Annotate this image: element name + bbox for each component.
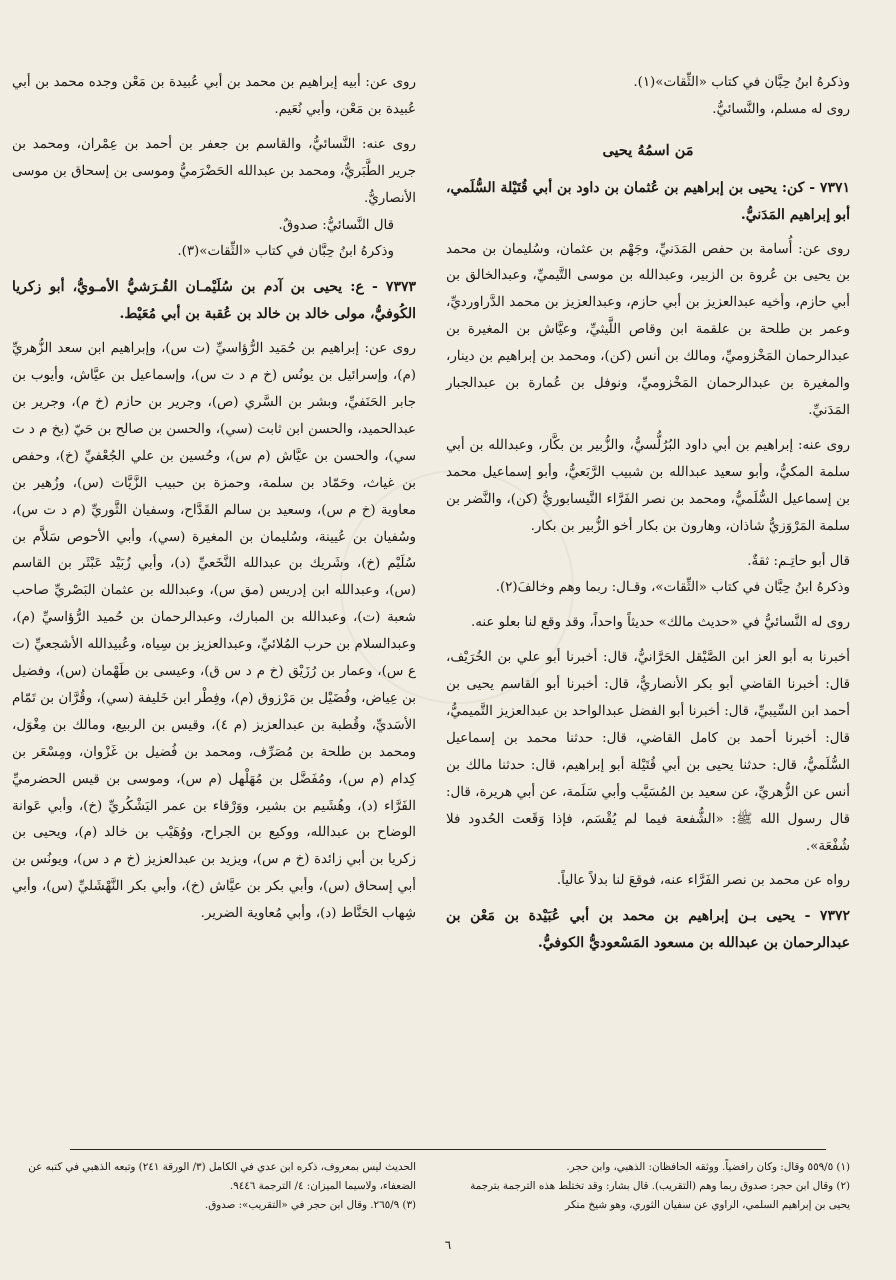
paragraph-rawa-an-7373: روى عن: إبراهيم بن حُمَيد الرُّؤاسيِّ (ت س)، وإبراهيم ابن سعد الزُّهريِّ (م)، وإسرائيل بن يونُس (خ م د ت س)، وإسماعيل بن عيَّاش، وأيوب بن جابر الحَنَفيِّ، وبشر بن السَّري (ص)، وجرير بن حازم (خ م)، وجرير بن عبدالحميد، والحسن ابن ثابت (سي)، والحسن بن صالح بن حَيّ (بخ م د ت سي)، والحسن بن عيَّاش (م س)، وحُسين بن علي الجُعْفيِّ (خ)، وحفص بن غياث، وحَمّاد بن سلمة، وحمزة بن حبيب الزَّيَّات (س)، وزُهير بن معاوية (خ م س)، وسعيد بن سالم القَدَّاح، وسفيان الثَّوريِّ (م د ت س)، وسُفيان بن عُيينة، وسُليمان بن المغيرة (سي)، وأبي الأحوص سَلاَّم بن سُلَيْم (خ)، وشَريك بن عبدالله النَّخَعيِّ (د)، وأبي زُبَيْد عَبْثَر بن القاسم (س)، وعبدالله ابن إدريس (مق س)، وعبدالله بن عثمان البَصْريِّ صاحب شعبة (ت)، وعبدالله بن المبارك، وعبدالرحمان بن حُميد الرُّؤاسيِّ (م)، وعبدالسلام بن حرب المُلائيِّ، وعبدالعزيز بن سِياه، وعُبيدالله الأشجعيِّ (ت ع س)، وعمار بن رُزَيْق (خ م د س ق)، وعيسى بن طَهْمان (س)، وفضيل بن عِياض، وفُضَيْل بن مَرْزوق (م)، وفِطْر ابن خَليفة (سي)، وقُرَّان بن تَمّام الأسَديِّ، وقُطبة بن عبدالعزيز (م ٤)، وقيس بن الربيع، ومالك بن مِغْوَل، ومحمد بن طلحة بن مُصَرِّف، ومحمد بن فُضيل بن غَزْوان، ومِسْعَر بن كِدام (م س)، ومُفَضَّل بن مُهَلْهل (م س)، وموسى بن قيس الحضرميِّ الفَرَّاء (د)، وهُشَيم بن بشير، ووَرْقاء بن عمر اليَشْكُريِّ (خ)، وأبي عَوانة الوضاح بن عبدالله، ووكيع بن الجراح، ووُهَيْب بن خالد (م)، ويحيى بن زكريا بن أبي زائدة (خ م س)، ويزيد بن عبدالعزيز (خ م د س)، ويونُس بن أبي إسحاق (س)، وأبي بكر بن عيَّاش (خ)، وأبي بكر النَّهْشَليِّ (س)، وأبي شِهاب الحَنَّاط (د)، وأبي مُعاوية الضرير.: [12, 341, 416, 922]
text-line: وذكرهُ ابنُ حِبَّان في كتاب «الثِّقات»(١).: [633, 75, 850, 90]
paragraph-isnad: أخبرنا به أبو العز ابن الصَّيْقل الحَرَّانيُّ، قال: أخبرنا أبو علي بن الخُرَيْف، قال: أخبرنا القاضي أبو بكر الأنصاريُّ، قال: أخبرنا أبو القاسم يحيى بن أحمد ابن السِّيبيِّ، قال: أخبرنا أبو الفضل عبدالواحد بن عبدالعزيز التَّميميُّ، قال: أخبرنا أحمد بن كامل القاضي، قال: حدثنا محمد بن إسماعيل السُّلَميُّ، قال: حدثنا يحيى بن أبي قُتَيْلة أبو إبراهيم، قال: حدثنا مالك بن أنس عن الزُّهريِّ، عن سعيد بن المُسَيَّب وأبي سَلَمة، عن أبي هريرة، قال: قال رسول الله ﷺ: «الشُّفعة فيما لم يُقْسَم، فإذا وَقَعت الحُدود فلا شُفْعَة».: [446, 650, 850, 854]
paragraph-rawa-an: روى عن: أُسامة بن حفص المَدَنيِّ، وجَهْم بن عثمان، وسُليمان بن محمد بن يحيى بن عُروة بن الزبير، وعبدالله بن موسى التَّيميِّ، وعبدالخالق بن أبي حازم، وأخيه عبدالعزيز بن أبي حازم، وعبدالعزيز بن محمد الدَّراورديِّ، وعمر بن طلحة بن علقمة ابن وقاص اللَّيثيِّ، وعيَّاش بن المغيرة بن عبدالرحمان المَخْزوميِّ، ومالك بن أنس (كن)، ومحمد بن إبراهيم بن دينار، والمغيرة بن عبدالرحمان المَخْزوميِّ، ونوفل بن عُمارة بن عبدالجبار المَدَنيِّ.: [446, 241, 850, 418]
paragraph-rawa-anhu-7372: روى عنه: النَّسائيُّ، والقاسم بن جعفر بن أحمد بن عِمْران، ومحمد بن جرير الطَّبَريُّ، ومحمد بن عبدالله الحَضْرَميُّ وموسى بن إسحاق بن موسى الأنصاريُّ.: [12, 136, 416, 206]
paragraph-rawa-anhu: روى عنه: إبراهيم بن أبي داود البُرُلُّسيُّ، والزُّبير بن بكَّار، وعبدالله بن أبي سلمة المكيُّ، وأبو سعيد عبدالله بن شبيب الرَّبَعيُّ، وأبو إسماعيل محمد بن إسماعيل السُّلَميُّ، ومحمد بن نصر الفَرَّاء النَّيسابوريُّ (كن)، والنَّضر بن سلمة المَرْوَزيُّ شاذان، وهارون بن بكار أخو الزُّبير بن بكار.: [446, 437, 850, 534]
paragraph-nasai: روى له النَّسائيُّ في «حديث مالك» حديثاً واحداً، وقد وقع لنا بعلو عنه.: [470, 615, 850, 631]
footnote: (١) ٥٥٩/٥ وقال: وكان رافضياً. ووثقه الحافظان: الذهبي، وابن حجر.: [566, 1161, 850, 1173]
paragraph-rawahu: رواه عن محمد بن نصر الفَرَّاء عنه، فوقعَ لنا بدلاً عالياً.: [556, 873, 850, 889]
paragraph-abu-hatim: قال أبو حاتِـم: ثقةٌ.: [747, 553, 850, 569]
section-title: مَن اسمُهُ يحيى: [602, 141, 694, 159]
footnotes-left: [12, 1158, 416, 1232]
footnote-divider: [70, 1149, 826, 1150]
footnote: (٢) وقال ابن حجر: صدوق ربما وهم (التقريب). قال بشار: وقد تختلط هذه الترجمة بترجمة يحيى بن إبراهيم السلمي، الراوي عن سفيان الثوري، وهو شيخ منكر: [470, 1180, 850, 1211]
page-number: ٦: [444, 1238, 452, 1252]
entry-heading-7371: ٧٣٧١ - كن: يحيى بن إبراهيم بن عُثمان بن داود بن أبي قُتَيْلة السُّلَمي، أبو إبراهيم المَدَنيُّ.: [446, 179, 850, 223]
footnotes-right: [446, 1158, 850, 1232]
right-column: [446, 70, 850, 1145]
entry-heading-7372: ٧٣٧٢ - يحيى بـن إبراهيم بن محمد بن أبي عُبَيْدة بن مَعْن بن عبدالرحمان بن عبدالله بن مسعود المَسْعوديُّ الكوفيُّ.: [446, 908, 850, 952]
footnote: (٣) ٢٦٥/٩. وقال ابن حجر في «التقريب»: صدوق.: [204, 1199, 416, 1211]
paragraph-rawa-an-7372: روى عن: أبيه إبراهيم بن محمد بن أبي عُبيدة بن مَعْن وجده محمد بن أبي عُبيدة بن مَعْن، وأبي نُعَيم.: [12, 75, 416, 117]
paragraph-ibn-hibban-3: وذكرهُ ابنُ حِبَّان في كتاب «الثِّقات»(٣).: [177, 244, 394, 260]
paragraph-nasai-saduq: قال النَّسائيُّ: صدوقٌ.: [278, 217, 394, 233]
footnote: الحديث ليس بمعروف، ذكره ابن عدي في الكامل (٣/ الورقة ٢٤١) وتبعه الذهبي في كتبه عن الضعفاء، ولاسيما الميزان: ٤/ الترجمة ٩٤٤٦.: [28, 1161, 416, 1192]
paragraph-ibn-hibban: وذكرهُ ابنُ حِبَّان في كتاب «الثِّقات»، وقـال: ربما وهم وخالفَ(٢).: [495, 580, 850, 596]
entry-heading-7373: ٧٣٧٣ - ع: يحيى بن آدم بن سُلَيْمـان القُـرَشيُّ الأمـويُّ، أبو زكريا الكُوفيُّ، مولى خالد بن خالد بن عُقبة بن أبي مُعَيْط.: [12, 279, 416, 323]
left-column: [12, 70, 416, 1145]
text-line: روى له مسلم، والنَّسائيُّ.: [712, 101, 850, 117]
